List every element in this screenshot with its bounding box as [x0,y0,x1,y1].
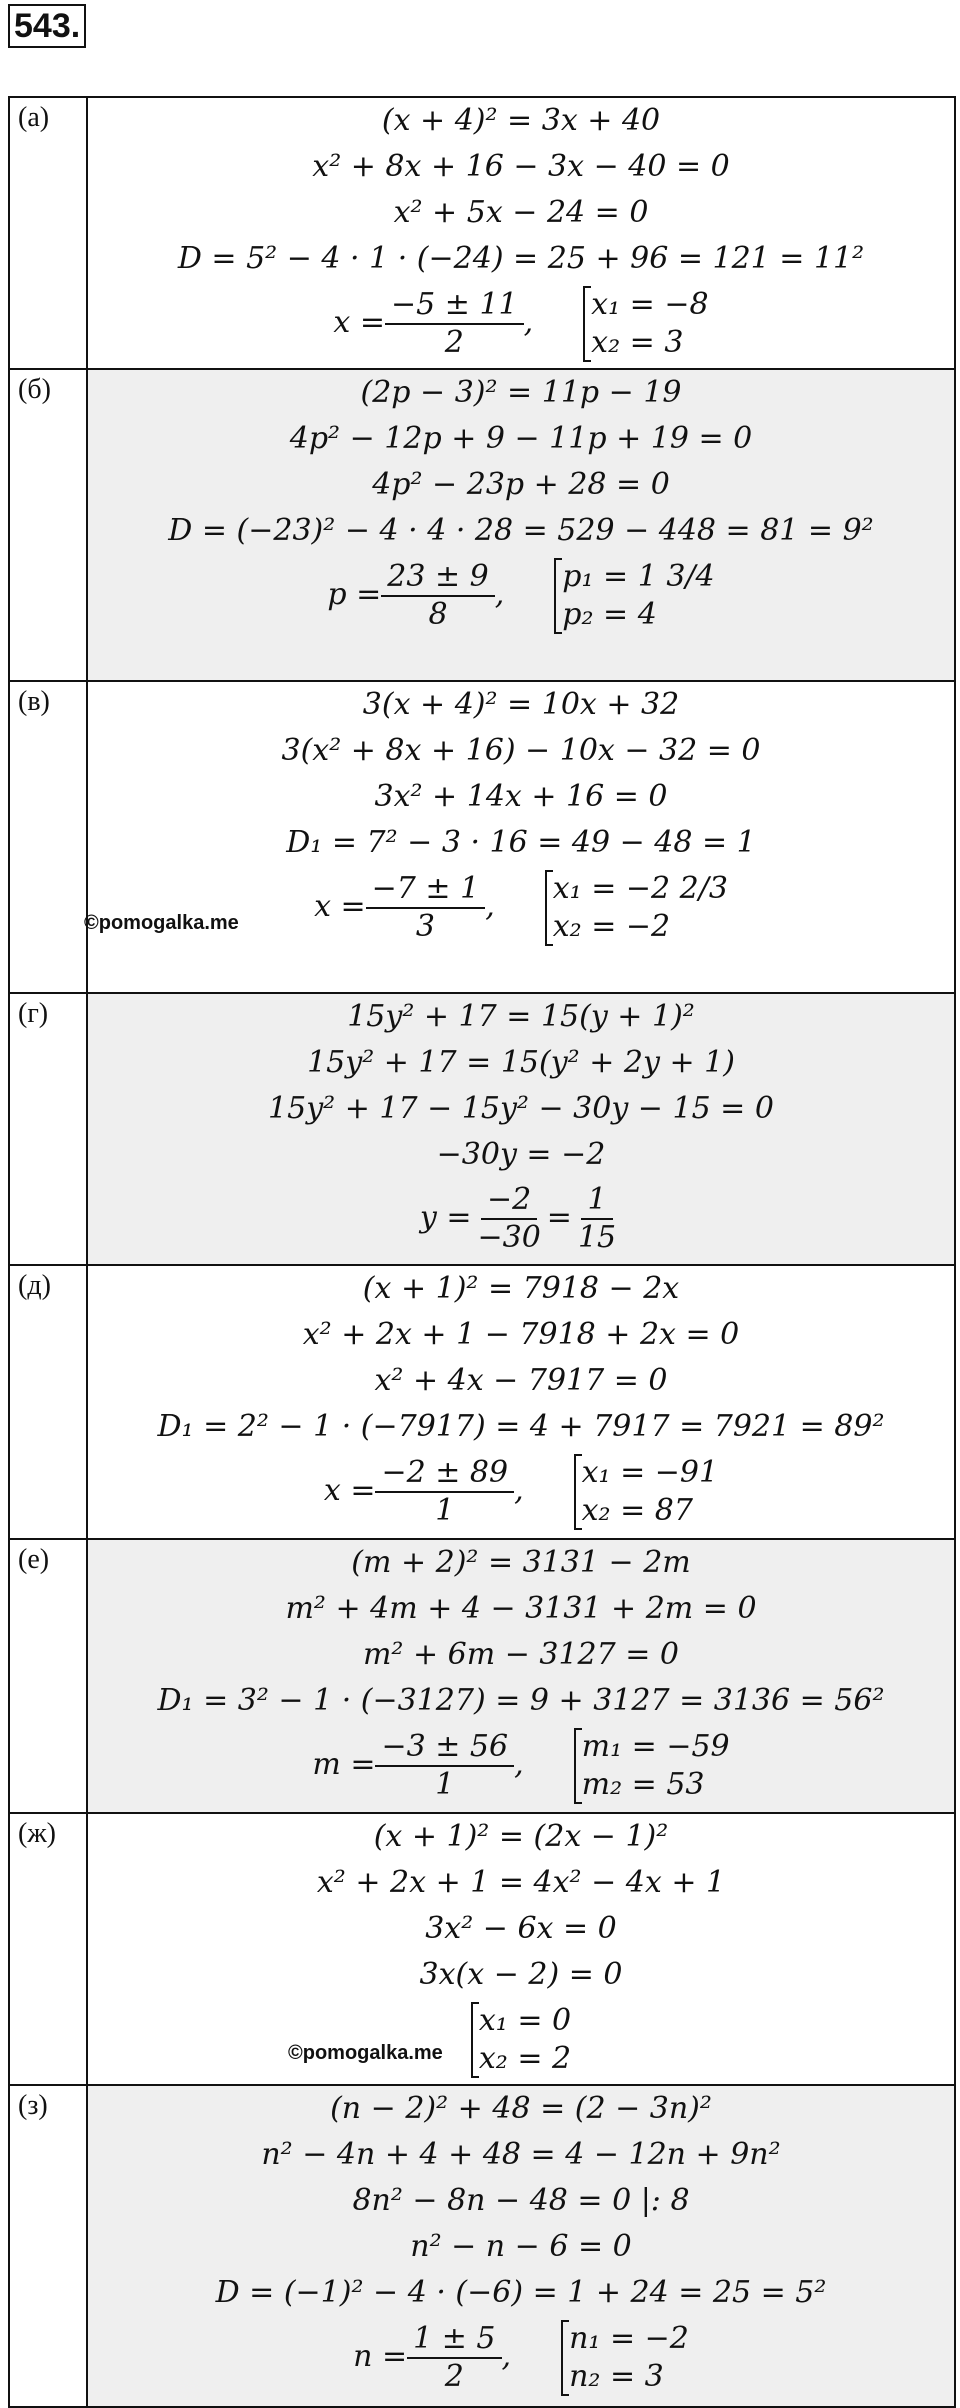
row-label: (а) [9,97,87,369]
fraction-numerator: −2 ± 89 [375,1455,514,1493]
root-value: m₂ = 53 [581,1767,705,1802]
fraction [407,2321,501,2395]
equation-line: n² − 4n + 4 + 48 = 4 − 12n + 9n² [261,2137,781,2172]
watermark: ©pomogalka.me [84,912,239,934]
equation-line: 15y² + 17 = 15(y + 1)² [347,999,695,1034]
root-value: x₁ = 0 [478,2003,572,2038]
equation-line: 3x(x − 2) = 0 [419,1957,623,1992]
equation-line: (x + 1)² = 7918 − 2x [362,1271,680,1306]
equation-line: m² + 4m + 4 − 3131 + 2m = 0 [285,1591,757,1626]
root-value: p₂ = 4 [562,597,657,632]
root-bracket [574,1454,718,1530]
row-label: (б) [9,369,87,681]
answer-variable: x = [314,889,366,924]
solution-body [87,2085,955,2407]
fraction [471,1182,546,1256]
answer-variable: n = [353,2339,408,2374]
row-label: (в) [9,681,87,993]
root-bracket [554,558,714,634]
equation-line: m² + 6m − 3127 = 0 [362,1637,680,1672]
equation-line: D₁ = 7² − 3 · 16 = 49 − 48 = 1 [286,825,756,860]
equation-line: x² + 8x + 16 − 3x − 40 = 0 [312,149,730,184]
equation-line: 3(x² + 8x + 16) − 10x − 32 = 0 [281,733,761,768]
equation-line: D = 5² − 4 · 1 · (−24) = 25 + 96 = 121 = 11² [177,241,865,276]
root-bracket [545,870,728,946]
solution-row [9,1539,955,1813]
equation-line: (x + 1)² = (2x − 1)² [373,1819,669,1854]
root-bracket [574,1728,730,1804]
answer-variable: y = [419,1200,472,1235]
equation-line: 15y² + 17 = 15(y² + 2y + 1) [307,1045,735,1080]
fraction-numerator: 1 ± 5 [407,2321,501,2359]
fraction [366,871,486,945]
root-value: p₁ = 1 3/4 [562,559,715,594]
solution-answer: n = $\frac{1 \pm 5}{2}$ , n₁ = −2 n₂ = 3 [353,2321,689,2394]
solution-row [9,1265,955,1539]
fraction-denominator: 3 [415,909,435,944]
root-bracket [471,2002,571,2078]
equation-line: x² + 5x − 24 = 0 [393,195,649,230]
solution-answer: x = $\frac{-5 \pm 11}{2}$ , x₁ = −8 x₂ = 3 [333,287,709,360]
fraction-numerator: −2 [481,1182,537,1220]
solution-body [87,369,955,681]
equation-line: D = (−1)² − 4 · (−6) = 1 + 24 = 25 = 5² [215,2275,827,2310]
row-label: (д) [9,1265,87,1539]
solution-answer: x = $\frac{-2 \pm 89}{1}$ , x₁ = −91 x₂ = 87 [323,1455,719,1528]
equation-line: 4p² − 23p + 28 = 0 [372,467,670,502]
root-value: x₂ = −2 [552,909,671,944]
solution-answer [88,1182,954,1256]
solution-body [87,1265,955,1539]
fraction-denominator: 2 [444,325,464,360]
equation-line: (x + 4)² = 3x + 40 [381,103,661,138]
root-value: x₂ = 3 [591,325,684,360]
solution-body [84,681,955,993]
answer-variable: m = [312,1747,376,1782]
equation-line: 3x² − 6x = 0 [425,1911,617,1946]
equation-line: 15y² + 17 − 15y² − 30y − 15 = 0 [268,1091,774,1126]
problem-number: 543. [8,4,86,48]
fraction-numerator: 23 ± 9 [381,559,494,597]
solution-row [9,369,955,681]
root-value: x₂ = 2 [478,2041,572,2076]
root-value: x₁ = −91 [581,1455,719,1490]
equation-line: D = (−23)² − 4 · 4 · 28 = 529 − 448 = 81 = 9² [168,513,874,548]
root-value: x₁ = −2 2/3 [552,871,728,906]
equation-line: 3(x + 4)² = 10x + 32 [362,687,680,722]
equation-line: x² + 2x + 1 = 4x² − 4x + 1 [316,1865,726,1900]
equation-line: −30y = −2 [436,1137,606,1172]
solution-row [9,681,955,993]
fraction [375,1729,514,1803]
equation-line: D₁ = 3² − 1 · (−3127) = 9 + 3127 = 3136 = 56² [157,1683,885,1718]
fraction-denominator: 15 [577,1220,617,1255]
solution-row [9,1813,955,2085]
equation-line: (n − 2)² + 48 = (2 − 3n)² [330,2091,712,2126]
answer-variable: p = [327,577,382,612]
solution-table [8,96,956,2408]
fraction [572,1182,622,1256]
watermark: ©pomogalka.me [288,2042,443,2064]
solution-body [87,1813,955,2085]
fraction-denominator: 2 [444,2359,464,2394]
root-value: x₂ = 87 [581,1493,693,1528]
root-value: n₂ = 3 [569,2359,664,2394]
solution-row [9,2085,955,2407]
root-bracket [561,2320,689,2396]
answer-variable: x = [333,305,386,340]
fraction [375,1455,514,1529]
root-bracket [583,286,708,362]
equation-line: 8n² − 8n − 48 = 0 |: 8 [352,2183,690,2218]
fraction-denominator: 1 [435,1493,455,1528]
row-label: (з) [9,2085,87,2407]
root-value: x₁ = −8 [591,287,709,322]
fraction-numerator: 1 [581,1182,612,1220]
solution-row [9,993,955,1265]
equals-sign: = [546,1200,572,1235]
equation-line: (2p − 3)² = 11p − 19 [360,375,682,410]
fraction-denominator: 8 [428,597,448,632]
equation-line: x² + 4x − 7917 = 0 [374,1363,668,1398]
row-label: (г) [9,993,87,1265]
solution-answer: x = $\frac{-7 \pm 1}{3}$ , x₁ = −2 2/3 x₂ = −2 [314,871,728,944]
fraction-numerator: −3 ± 56 [375,1729,514,1767]
row-label: (ж) [9,1813,87,2085]
equation-line: n² − n − 6 = 0 [410,2229,632,2264]
solution-body [87,1539,955,1813]
answer-variable: x = [323,1473,376,1508]
fraction-denominator: 1 [435,1767,455,1802]
fraction-numerator: −7 ± 1 [366,871,486,909]
root-value: m₁ = −59 [581,1729,730,1764]
solution-body [87,97,955,369]
fraction-numerator: −5 ± 11 [385,287,524,325]
row-label: (е) [9,1539,87,1813]
solution-body [87,993,955,1265]
fraction [381,559,494,633]
solution-row [9,97,955,369]
equation-line: x² + 2x + 1 − 7918 + 2x = 0 [302,1317,740,1352]
solution-answer: m = $\frac{-3 \pm 56}{1}$ , m₁ = −59 m₂ = 53 [312,1729,730,1802]
equation-line: D₁ = 2² − 1 · (−7917) = 4 + 7917 = 7921 = 89² [157,1409,885,1444]
equation-line: 3x² + 14x + 16 = 0 [374,779,668,814]
root-value: n₁ = −2 [569,2321,689,2356]
equation-line: (m + 2)² = 3131 − 2m [351,1545,691,1580]
equation-line: 4p² − 12p + 9 − 11p + 19 = 0 [289,421,753,456]
fraction [385,287,524,361]
solution-answer: p = $\frac{23 \pm 9}{8}$ , p₁ = 1 3/4 p₂ = 4 [327,559,715,632]
fraction-denominator: −30 [477,1220,541,1255]
solution-answer [88,2002,954,2078]
